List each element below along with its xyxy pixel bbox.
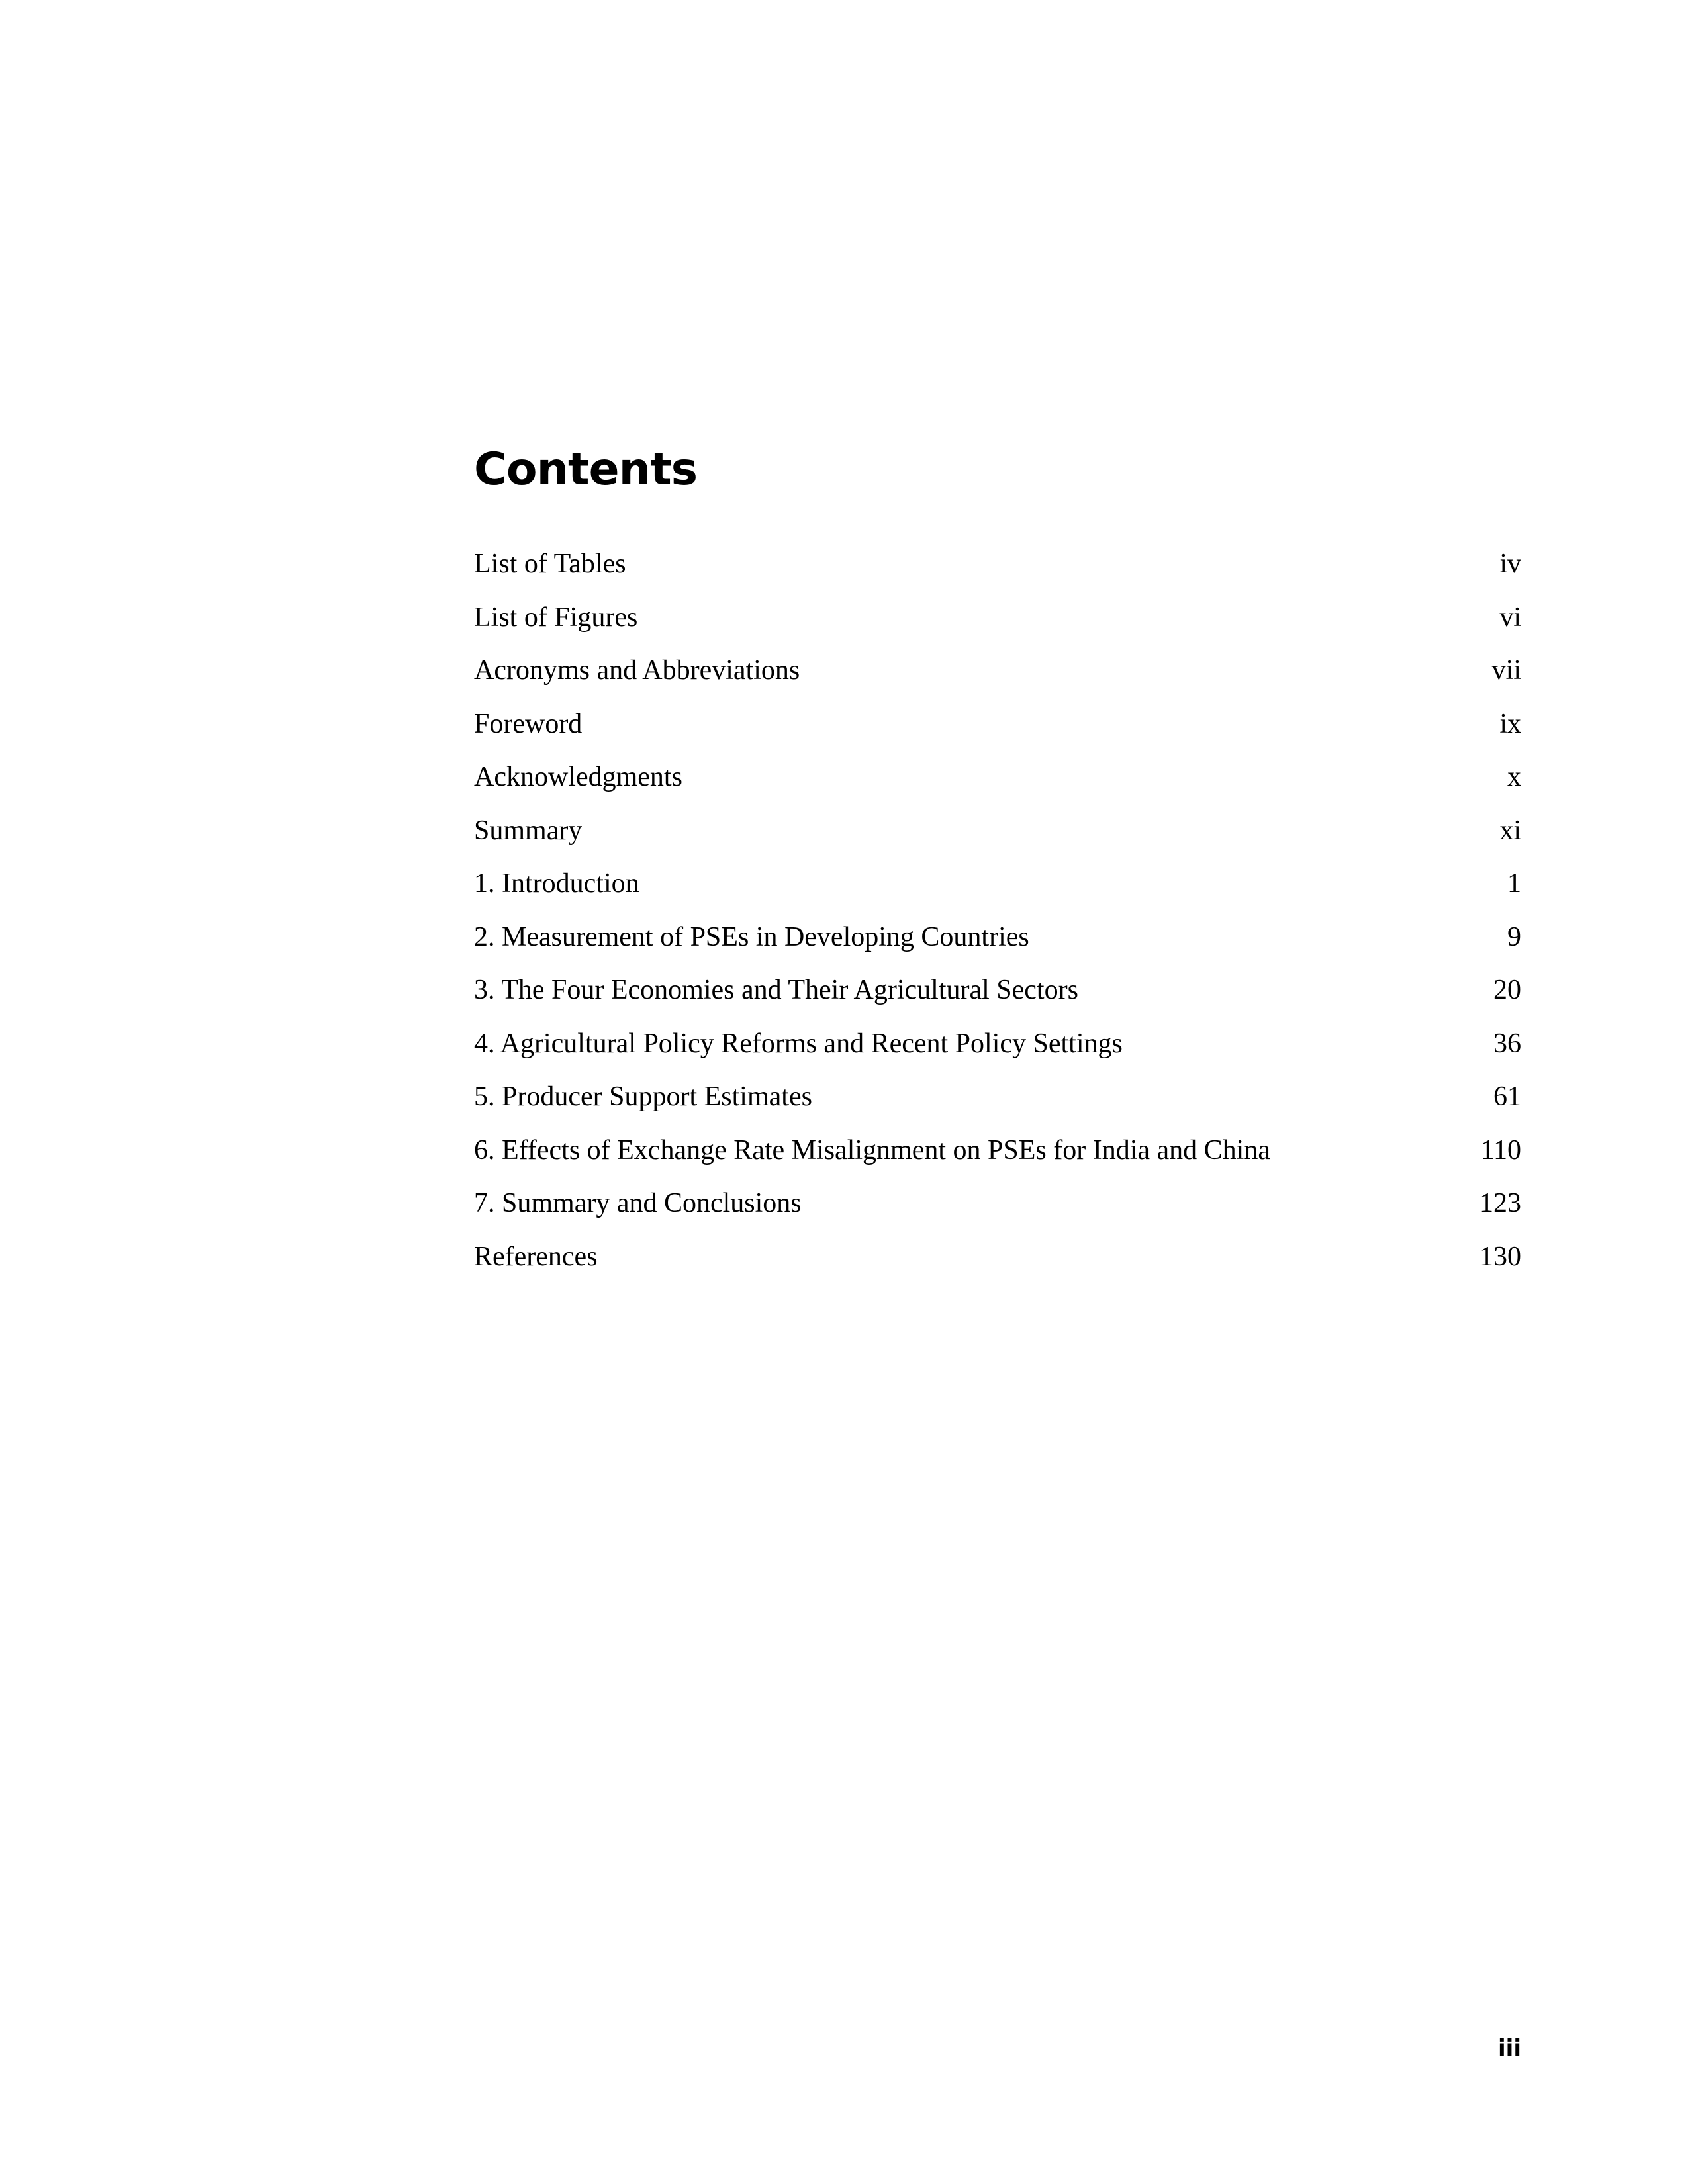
toc-entry-label: List of Figures <box>474 602 638 633</box>
toc-entry-chapter-6[interactable] <box>474 1124 1521 1177</box>
toc-entry-page: 61 <box>1493 1081 1521 1112</box>
toc-entry-page: vii <box>1491 655 1521 686</box>
toc-entry-label: References <box>474 1241 598 1272</box>
toc-entry-label: 6. Effects of Exchange Rate Misalignment on PSEs for India and China <box>474 1134 1270 1165</box>
toc-entry-chapter-4[interactable] <box>474 1017 1521 1071</box>
toc-entry-label: 7. Summary and Conclusions <box>474 1188 802 1218</box>
toc-entry-page: 130 <box>1479 1241 1521 1272</box>
toc-entry-label: List of Tables <box>474 549 626 579</box>
toc-entry-label: 1. Introduction <box>474 868 639 899</box>
toc-entry-label: Foreword <box>474 708 583 739</box>
toc-entry-references[interactable] <box>474 1230 1521 1284</box>
toc-entry-chapter-1[interactable] <box>474 857 1521 911</box>
toc-entry-summary[interactable] <box>474 804 1521 858</box>
toc-entry-page: 9 <box>1507 921 1521 952</box>
toc-entry-page: 20 <box>1493 975 1521 1005</box>
page-title: Contents <box>474 443 698 496</box>
toc-entry-foreword[interactable] <box>474 698 1521 751</box>
toc-entry-page: 123 <box>1479 1188 1521 1218</box>
toc-entry-page: vi <box>1499 602 1521 633</box>
toc-entry-label: 4. Agricultural Policy Reforms and Recent Policy Settings <box>474 1028 1123 1059</box>
toc-entry-label: 2. Measurement of PSEs in Developing Countries <box>474 921 1029 952</box>
toc-list <box>474 537 1521 1283</box>
toc-entry-label: Acronyms and Abbreviations <box>474 655 800 686</box>
toc-entry-list-of-figures[interactable] <box>474 591 1521 645</box>
toc-entry-acronyms[interactable] <box>474 644 1521 698</box>
toc-entry-label: 5. Producer Support Estimates <box>474 1081 812 1112</box>
toc-entry-label: Acknowledgments <box>474 762 682 792</box>
toc-entry-chapter-7[interactable] <box>474 1177 1521 1230</box>
toc-entry-page: 1 <box>1507 868 1521 899</box>
toc-entry-page: x <box>1507 762 1521 792</box>
toc-entry-list-of-tables[interactable] <box>474 537 1521 591</box>
toc-entry-page: 110 <box>1480 1134 1521 1165</box>
toc-entry-chapter-5[interactable] <box>474 1070 1521 1124</box>
toc-entry-page: xi <box>1499 815 1521 846</box>
toc-entry-page: 36 <box>1493 1028 1521 1059</box>
toc-entry-chapter-2[interactable] <box>474 911 1521 964</box>
toc-entry-page: iv <box>1499 549 1521 579</box>
page-number: iii <box>1498 2035 1521 2062</box>
toc-entry-chapter-3[interactable] <box>474 964 1521 1017</box>
toc-entry-label: Summary <box>474 815 583 846</box>
toc-entry-label: 3. The Four Economies and Their Agricultural Sectors <box>474 975 1078 1005</box>
toc-entry-page: ix <box>1499 708 1521 739</box>
toc-entry-acknowledgments[interactable] <box>474 751 1521 804</box>
